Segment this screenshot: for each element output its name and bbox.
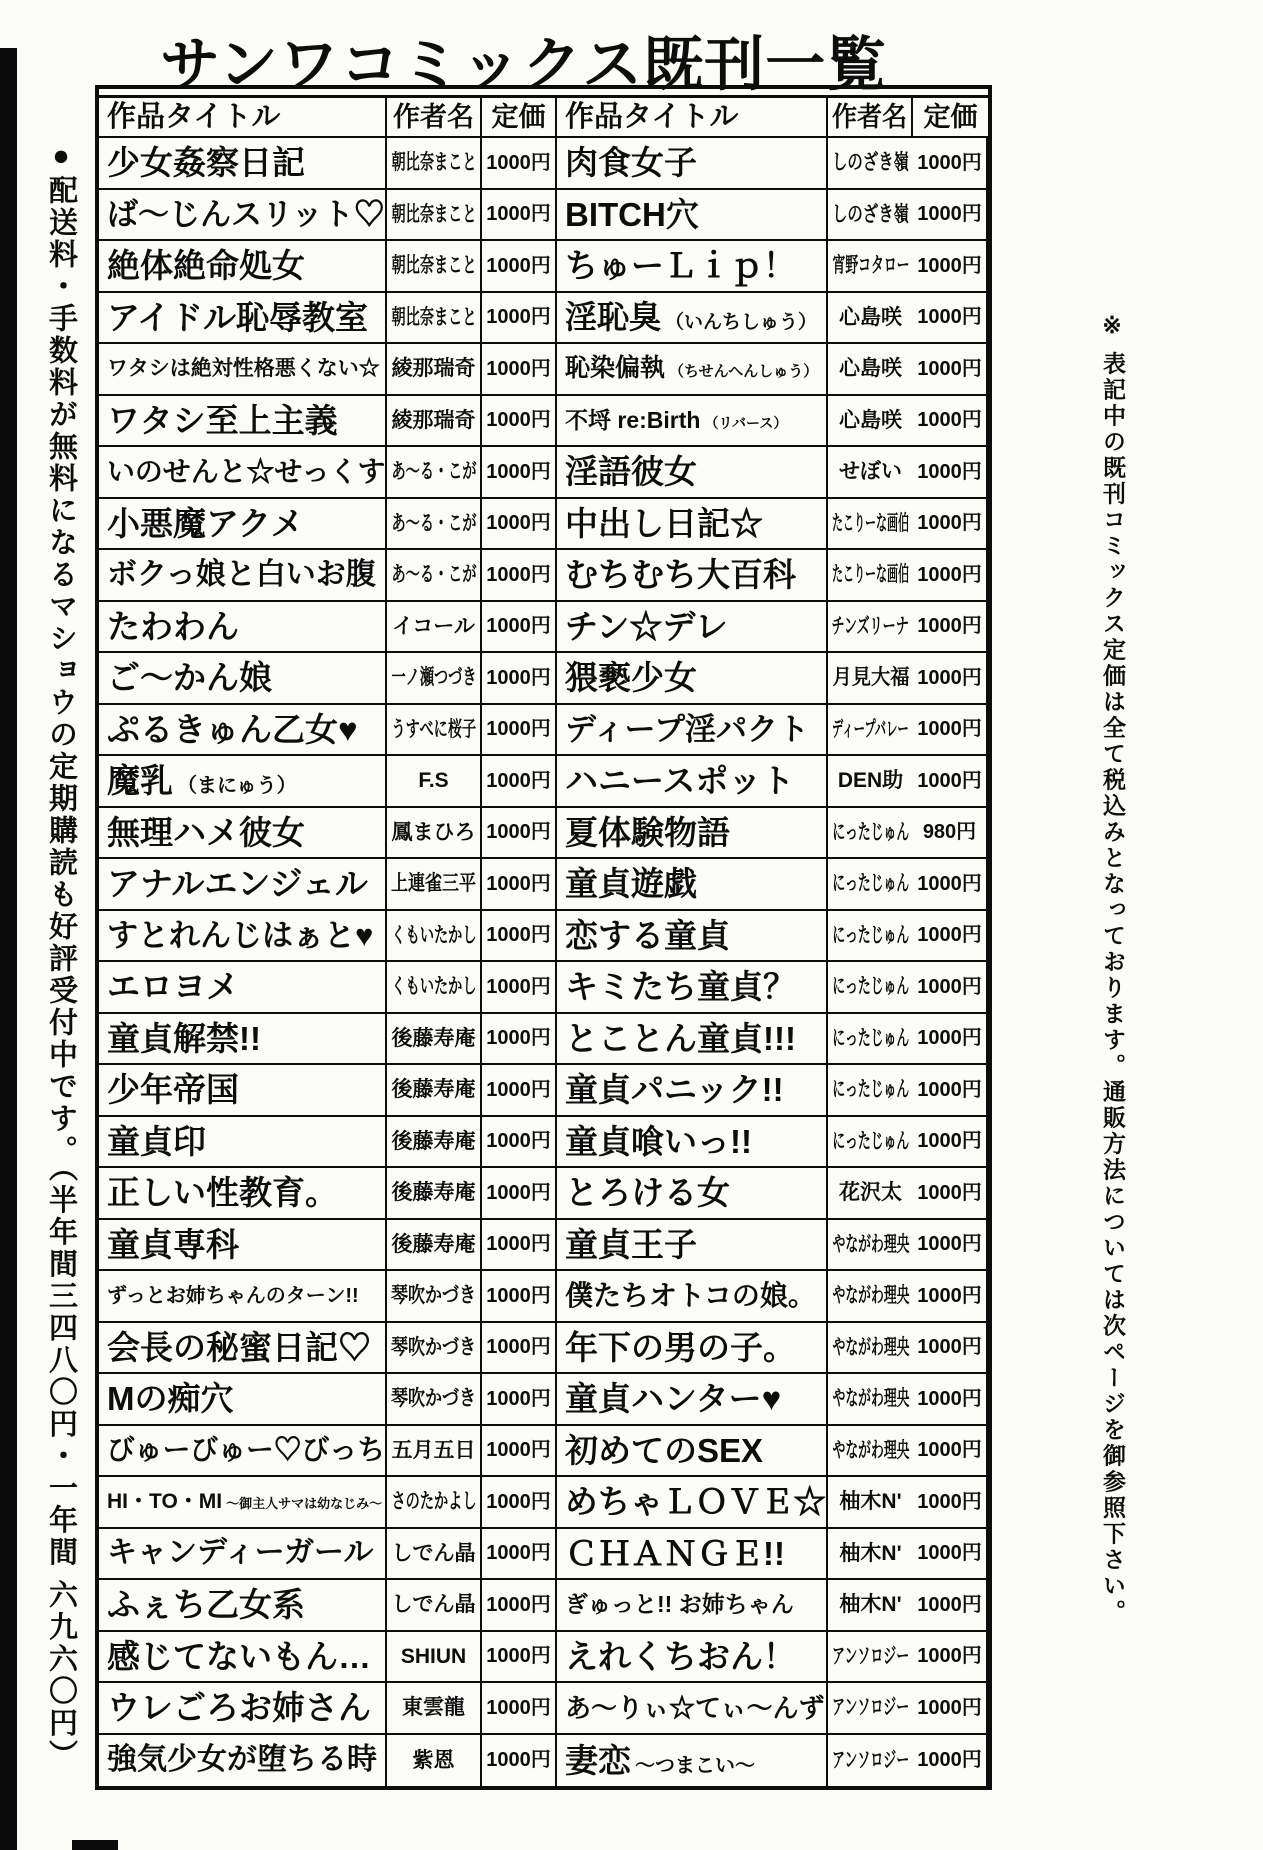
book-title-cell: 童貞印 bbox=[99, 1117, 387, 1169]
book-title-cell: 童貞ハンター♥ bbox=[557, 1374, 828, 1426]
book-author-cell: しでん晶 bbox=[387, 1529, 482, 1581]
table-body bbox=[99, 98, 988, 1786]
book-price-cell: 1000円 bbox=[913, 190, 988, 242]
book-title-cell: 童貞パニック!! bbox=[557, 1065, 828, 1117]
book-title-cell: 年下の男の子。 bbox=[557, 1323, 828, 1375]
book-author-cell: くもいたかし bbox=[387, 962, 482, 1014]
book-author-cell: 上連雀三平 bbox=[387, 859, 482, 911]
book-price-cell: 1000円 bbox=[482, 344, 557, 396]
book-price-cell: 1000円 bbox=[482, 1632, 557, 1684]
book-price-cell: 1000円 bbox=[913, 1323, 988, 1375]
book-title-cell: 恥染偏執 （ちせんへんしゅう） bbox=[557, 344, 828, 396]
book-price-cell: 1000円 bbox=[482, 190, 557, 242]
book-title-cell: いのせんと☆せっくす bbox=[99, 447, 387, 499]
book-author-cell: 朝比奈まこと bbox=[387, 293, 482, 345]
book-author-cell: さのたかよし bbox=[387, 1477, 482, 1529]
table-left-half bbox=[99, 98, 557, 1786]
book-title-cell: ぷるきゅん乙女♥ bbox=[99, 705, 387, 757]
book-title-cell: エロヨメ bbox=[99, 962, 387, 1014]
book-title-cell: 無理ハメ彼女 bbox=[99, 808, 387, 860]
book-author-cell: にったじゅん bbox=[828, 1065, 913, 1117]
book-author-cell: にったじゅん bbox=[828, 962, 913, 1014]
book-price-cell: 1000円 bbox=[482, 653, 557, 705]
book-author-cell: やながわ理央 bbox=[828, 1220, 913, 1272]
book-price-cell: 1000円 bbox=[913, 859, 988, 911]
book-title-cell: アナルエンジェル bbox=[99, 859, 387, 911]
book-author-cell: しのざき嶺 bbox=[828, 190, 913, 242]
book-price-cell: 1000円 bbox=[482, 705, 557, 757]
book-title-cell: ワタシ至上主義 bbox=[99, 396, 387, 448]
book-price-cell: 1000円 bbox=[913, 293, 988, 345]
book-title-cell: 肉食女子 bbox=[557, 138, 828, 190]
book-price-cell: 1000円 bbox=[913, 756, 988, 808]
book-price-cell: 1000円 bbox=[482, 1168, 557, 1220]
book-price-cell: 1000円 bbox=[482, 859, 557, 911]
book-title-cell: すとれんじはぁと♥ bbox=[99, 911, 387, 963]
column-header-price: 定価 bbox=[482, 98, 557, 138]
book-price-cell: 1000円 bbox=[913, 1632, 988, 1684]
book-author-cell: たこりーな画伯 bbox=[828, 550, 913, 602]
book-title-cell: 中出し日記☆ bbox=[557, 499, 828, 551]
book-title-cell: ＣＨＡＮＧＥ!! bbox=[557, 1529, 828, 1581]
book-price-cell: 1000円 bbox=[482, 550, 557, 602]
book-title-cell: 不埒 re:Birth （リバース） bbox=[557, 396, 828, 448]
book-author-cell: 心島咲 bbox=[828, 344, 913, 396]
book-title-cell: Mの痴穴 bbox=[99, 1374, 387, 1426]
book-title-cell: 童貞遊戯 bbox=[557, 859, 828, 911]
book-author-cell: 朝比奈まこと bbox=[387, 241, 482, 293]
book-author-cell: にったじゅん bbox=[828, 911, 913, 963]
book-price-cell: 1000円 bbox=[482, 1735, 557, 1787]
column-header-title: 作品タイトル bbox=[99, 98, 387, 138]
book-price-cell: 1000円 bbox=[482, 962, 557, 1014]
column-header-author: 作者名 bbox=[828, 98, 913, 138]
book-author-cell: くもいたかし bbox=[387, 911, 482, 963]
book-price-cell: 1000円 bbox=[913, 1683, 988, 1735]
scan-gutter bbox=[0, 48, 17, 1850]
book-title-cell: たわわん bbox=[99, 602, 387, 654]
book-author-cell: 柚木N' bbox=[828, 1477, 913, 1529]
book-title-cell: 妻恋 〜つまこい〜 bbox=[557, 1735, 828, 1787]
book-price-cell: 1000円 bbox=[913, 1374, 988, 1426]
book-author-cell: 東雲龍 bbox=[387, 1683, 482, 1735]
book-price-cell: 1000円 bbox=[482, 911, 557, 963]
book-author-cell: やながわ理央 bbox=[828, 1374, 913, 1426]
book-title-cell: BITCH穴 bbox=[557, 190, 828, 242]
book-author-cell: DEN助 bbox=[828, 756, 913, 808]
book-title-cell: ぎゅっと!! お姉ちゃん bbox=[557, 1580, 828, 1632]
book-author-cell: 綾那瑞奇 bbox=[387, 396, 482, 448]
book-price-cell: 1000円 bbox=[482, 138, 557, 190]
book-author-cell: やながわ理央 bbox=[828, 1426, 913, 1478]
book-price-cell: 1000円 bbox=[482, 808, 557, 860]
book-author-cell: 後藤寿庵 bbox=[387, 1220, 482, 1272]
book-author-cell: しでん晶 bbox=[387, 1580, 482, 1632]
book-title-cell: とろける女 bbox=[557, 1168, 828, 1220]
book-price-cell: 1000円 bbox=[482, 396, 557, 448]
book-title-cell: ディープ淫パクト bbox=[557, 705, 828, 757]
book-author-cell: イコール bbox=[387, 602, 482, 654]
book-price-cell: 1000円 bbox=[913, 1477, 988, 1529]
book-price-cell: 1000円 bbox=[482, 499, 557, 551]
book-title-cell: キミたち童貞？ bbox=[557, 962, 828, 1014]
book-title-cell: ハニースポット bbox=[557, 756, 828, 808]
book-price-cell: 1000円 bbox=[913, 499, 988, 551]
book-author-cell: あ〜る・こが bbox=[387, 550, 482, 602]
book-author-cell: にったじゅん bbox=[828, 808, 913, 860]
book-author-cell: せぼい bbox=[828, 447, 913, 499]
book-price-cell: 1000円 bbox=[913, 1220, 988, 1272]
book-author-cell: たこりーな画伯 bbox=[828, 499, 913, 551]
book-title-cell: めちゃＬＯＶＥ☆ bbox=[557, 1477, 828, 1529]
book-title-cell: ずっとお姉ちゃんのターン!! bbox=[99, 1271, 387, 1323]
book-author-cell: 心島咲 bbox=[828, 293, 913, 345]
book-title-cell: 小悪魔アクメ bbox=[99, 499, 387, 551]
book-price-cell: 1000円 bbox=[913, 241, 988, 293]
book-author-cell: 一ノ瀬つづき bbox=[387, 653, 482, 705]
book-title-cell: 童貞王子 bbox=[557, 1220, 828, 1272]
book-author-cell: しのざき嶺 bbox=[828, 138, 913, 190]
book-price-cell: 1000円 bbox=[913, 705, 988, 757]
pricing-note: ※ 表記中の既刊コミックス定価は全て税込みとなっております。通販方法については次ページを御参照下さい。 bbox=[1100, 312, 1126, 1626]
book-author-cell: アンソロジー bbox=[828, 1632, 913, 1684]
book-author-cell: にったじゅん bbox=[828, 859, 913, 911]
book-author-cell: にったじゅん bbox=[828, 1014, 913, 1066]
book-title-cell: 絶体絶命処女 bbox=[99, 241, 387, 293]
book-price-cell: 1000円 bbox=[482, 1580, 557, 1632]
book-author-cell: 柚木N' bbox=[828, 1580, 913, 1632]
book-author-cell: 琴吹かづき bbox=[387, 1271, 482, 1323]
book-title-cell: 少女姦察日記 bbox=[99, 138, 387, 190]
column-header-author: 作者名 bbox=[387, 98, 482, 138]
book-author-cell: 朝比奈まこと bbox=[387, 190, 482, 242]
book-author-cell: 朝比奈まこと bbox=[387, 138, 482, 190]
book-title-cell: 童貞専科 bbox=[99, 1220, 387, 1272]
column-header-price: 定価 bbox=[913, 98, 988, 138]
book-author-cell: 後藤寿庵 bbox=[387, 1014, 482, 1066]
book-price-cell: 1000円 bbox=[482, 293, 557, 345]
book-title-cell: ふぇち乙女系 bbox=[99, 1580, 387, 1632]
book-author-cell: 月見大福 bbox=[828, 653, 913, 705]
table-right-half bbox=[557, 98, 988, 1786]
book-title-cell: 強気少女が堕ちる時 bbox=[99, 1735, 387, 1787]
book-title-cell: 淫恥臭 （いんちしゅう） bbox=[557, 293, 828, 345]
book-author-cell: 綾那瑞奇 bbox=[387, 344, 482, 396]
book-author-cell: 後藤寿庵 bbox=[387, 1117, 482, 1169]
column-header-title: 作品タイトル bbox=[557, 98, 828, 138]
book-title-cell: ワタシは絶対性格悪くない☆ bbox=[99, 344, 387, 396]
book-title-cell: ちゅーＬｉｐ！ bbox=[557, 241, 828, 293]
book-price-cell: 1000円 bbox=[913, 396, 988, 448]
book-price-cell: 1000円 bbox=[913, 1014, 988, 1066]
book-title-cell: 恋する童貞 bbox=[557, 911, 828, 963]
book-price-cell: 1000円 bbox=[482, 756, 557, 808]
book-price-cell: 1000円 bbox=[913, 1426, 988, 1478]
book-price-cell: 1000円 bbox=[482, 1014, 557, 1066]
book-title-cell: むちむち大百科 bbox=[557, 550, 828, 602]
book-price-cell: 1000円 bbox=[913, 1117, 988, 1169]
book-title-cell: 童貞解禁!! bbox=[99, 1014, 387, 1066]
book-author-cell: 琴吹かづき bbox=[387, 1323, 482, 1375]
book-price-cell: 1000円 bbox=[482, 447, 557, 499]
scan-mark bbox=[72, 1840, 118, 1850]
book-title-cell: ウレごろお姉さん bbox=[99, 1683, 387, 1735]
book-author-cell: 心島咲 bbox=[828, 396, 913, 448]
book-price-cell: 1000円 bbox=[482, 1529, 557, 1581]
book-author-cell: あ〜る・こが bbox=[387, 447, 482, 499]
book-title-cell: チン☆デレ bbox=[557, 602, 828, 654]
book-title-cell: アイドル恥辱教室 bbox=[99, 293, 387, 345]
book-price-cell: 1000円 bbox=[913, 550, 988, 602]
book-author-cell: 花沢太 bbox=[828, 1168, 913, 1220]
book-price-cell: 1000円 bbox=[913, 1735, 988, 1787]
book-author-cell: SHIUN bbox=[387, 1632, 482, 1684]
book-title-cell: えれくちおん！ bbox=[557, 1632, 828, 1684]
book-author-cell: にったじゅん bbox=[828, 1117, 913, 1169]
book-title-cell: びゅーびゅー♡びっち bbox=[99, 1426, 387, 1478]
book-author-cell: あ〜る・こが bbox=[387, 499, 482, 551]
book-price-cell: 1000円 bbox=[482, 1683, 557, 1735]
book-author-cell: 後藤寿庵 bbox=[387, 1168, 482, 1220]
book-title-cell: キャンディーガール bbox=[99, 1529, 387, 1581]
book-author-cell: アンソロジー bbox=[831, 1748, 910, 1772]
book-title-cell: ば〜じんスリット♡ bbox=[99, 190, 387, 242]
book-title-cell: とことん童貞!!! bbox=[557, 1014, 828, 1066]
book-author-cell: 柚木N' bbox=[828, 1529, 913, 1581]
book-title-cell: 魔乳 （まにゅう） bbox=[99, 756, 387, 808]
book-title-cell: 猥褻少女 bbox=[557, 653, 828, 705]
book-price-cell: 1000円 bbox=[482, 1374, 557, 1426]
book-price-cell: 1000円 bbox=[482, 1220, 557, 1272]
book-price-cell: 1000円 bbox=[913, 1580, 988, 1632]
book-price-cell: 1000円 bbox=[482, 1323, 557, 1375]
book-author-cell: 琴吹かづき bbox=[387, 1374, 482, 1426]
book-price-cell: 980円 bbox=[913, 808, 988, 860]
book-price-cell: 1000円 bbox=[482, 1117, 557, 1169]
published-comics-table bbox=[95, 85, 992, 1790]
book-title-cell: 夏体験物語 bbox=[557, 808, 828, 860]
book-title-cell: あ〜りぃ☆てぃ〜んず bbox=[557, 1683, 828, 1735]
book-price-cell: 1000円 bbox=[913, 602, 988, 654]
book-author-cell: 紫恩 bbox=[387, 1735, 482, 1787]
page-title: サンワコミックス既刊一覧 bbox=[160, 31, 888, 98]
book-author-cell: 五月五日 bbox=[387, 1426, 482, 1478]
book-price-cell: 1000円 bbox=[482, 1426, 557, 1478]
book-price-cell: 1000円 bbox=[913, 344, 988, 396]
book-author-cell: やながわ理央 bbox=[828, 1271, 913, 1323]
book-author-cell: チンズリーナ bbox=[828, 602, 913, 654]
book-price-cell: 1000円 bbox=[913, 1065, 988, 1117]
book-title-cell: 童貞喰いっ!! bbox=[557, 1117, 828, 1169]
book-price-cell: 1000円 bbox=[913, 962, 988, 1014]
book-author-cell: F.S bbox=[387, 756, 482, 808]
book-price-cell: 1000円 bbox=[913, 447, 988, 499]
book-title-cell: 僕たちオトコの娘。 bbox=[557, 1271, 828, 1323]
book-title-cell: 感じてないもん… bbox=[99, 1632, 387, 1684]
book-price-cell: 1000円 bbox=[482, 602, 557, 654]
book-price-cell: 1000円 bbox=[913, 1168, 988, 1220]
book-price-cell: 1000円 bbox=[482, 1271, 557, 1323]
book-author-cell: アンソロジー bbox=[828, 1683, 913, 1735]
book-author-cell: 後藤寿庵 bbox=[387, 1065, 482, 1117]
book-price-cell: 1000円 bbox=[482, 1065, 557, 1117]
book-author-cell: ディープバレー bbox=[828, 705, 913, 757]
book-author-cell: やながわ理央 bbox=[828, 1323, 913, 1375]
book-author-cell: 鳳まひろ bbox=[387, 808, 482, 860]
book-title-cell: 初めてのSEX bbox=[557, 1426, 828, 1478]
book-price-cell: 1000円 bbox=[482, 241, 557, 293]
book-price-cell: 1000円 bbox=[913, 1271, 988, 1323]
book-title-cell: 少年帝国 bbox=[99, 1065, 387, 1117]
book-title-cell: 淫語彼女 bbox=[557, 447, 828, 499]
book-author-cell: うすべに桜子 bbox=[387, 705, 482, 757]
book-price-cell: 1000円 bbox=[913, 911, 988, 963]
book-price-cell: 1000円 bbox=[913, 1529, 988, 1581]
book-price-cell: 1000円 bbox=[913, 138, 988, 190]
book-price-cell: 1000円 bbox=[913, 653, 988, 705]
book-author-cell: 宵野コタロー bbox=[828, 241, 913, 293]
book-title-cell: HI・TO・MI 〜御主人サマは幼なじみ〜 bbox=[99, 1477, 387, 1529]
book-title-cell: 会長の秘蜜日記♡ bbox=[99, 1323, 387, 1375]
book-title-cell: 正しい性教育。 bbox=[99, 1168, 387, 1220]
book-price-cell: 1000円 bbox=[482, 1477, 557, 1529]
subscription-note: ●配送料・手数料が無料になるマショウの定期購読も好評受付中です。（半年間三四八〇円・一年間 六九六〇円） bbox=[45, 140, 77, 1772]
book-title-cell: ご〜かん娘 bbox=[99, 653, 387, 705]
book-title-cell: ボクっ娘と白いお腹 bbox=[99, 550, 387, 602]
